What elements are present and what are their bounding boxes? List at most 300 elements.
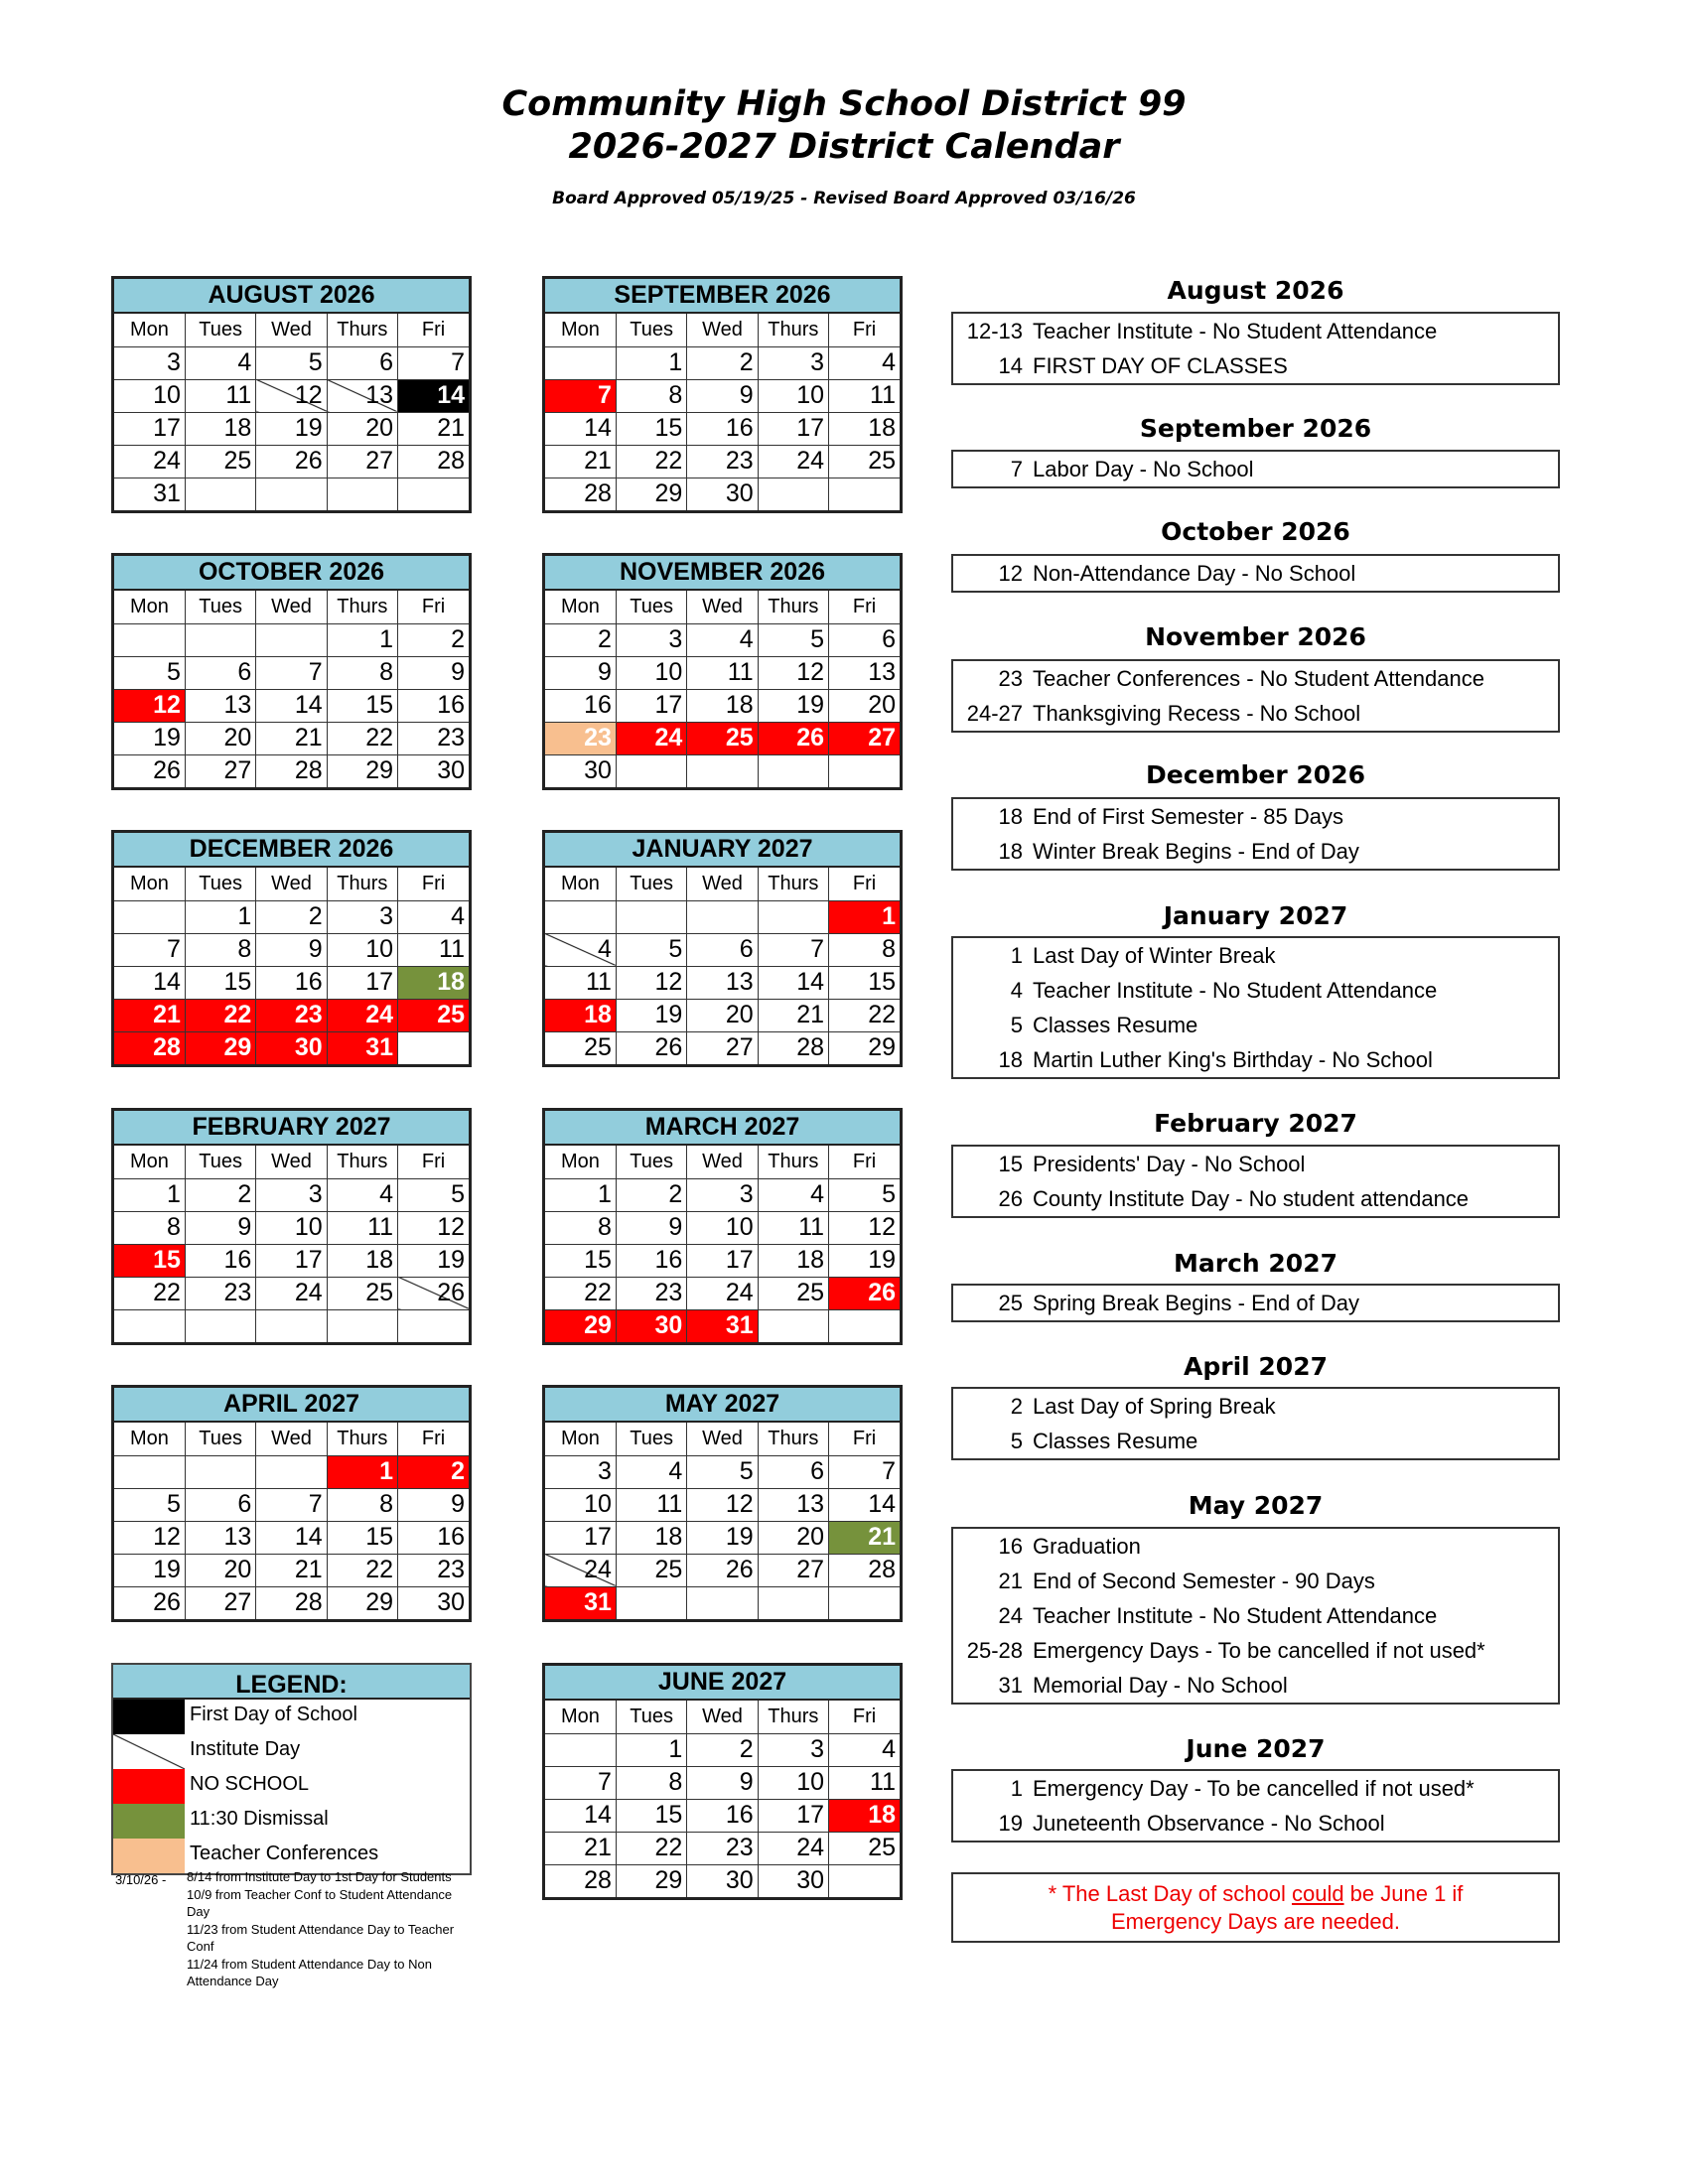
day-cell: 29 [545, 1309, 616, 1342]
day-cell: 14 [114, 966, 185, 999]
day-cell: 12 [829, 1211, 900, 1244]
event-date: 23 [998, 666, 1023, 691]
weekday-label: Mon [114, 1423, 185, 1455]
legend [111, 1663, 472, 1875]
day-cell: 15 [545, 1244, 616, 1277]
week-row [545, 1586, 900, 1619]
event-date: 4 [1010, 978, 1023, 1003]
week-row [114, 1244, 469, 1277]
day-cell: 30 [758, 1864, 828, 1897]
weekday-header-row [545, 1423, 900, 1455]
weekday-label: Thurs [327, 1423, 397, 1455]
day-cell [758, 1309, 828, 1342]
day-cell: 5 [114, 656, 185, 689]
day-cell: 26 [829, 1277, 900, 1309]
day-cell: 11 [758, 1211, 828, 1244]
legend-swatch [113, 1700, 185, 1734]
month-title: DECEMBER 2026 [114, 833, 469, 868]
events-list [951, 1387, 1560, 1460]
weekday-label: Thurs [758, 591, 828, 623]
day-cell [616, 754, 686, 787]
weekday-header-row [545, 1701, 900, 1733]
day-cell: 20 [758, 1521, 828, 1554]
week-row [114, 754, 469, 787]
day-cell: 8 [616, 379, 686, 412]
day-cell [687, 900, 758, 933]
events-list [951, 450, 1560, 488]
day-cell: 3 [327, 900, 397, 933]
day-cell: 6 [185, 1488, 255, 1521]
day-cell: 21 [256, 1554, 327, 1586]
legend-title: LEGEND: [113, 1665, 470, 1700]
weekday-label: Wed [687, 868, 758, 900]
week-row [114, 900, 469, 933]
event-description: Emergency Day - To be cancelled if not used* [1033, 1776, 1475, 1801]
day-cell: 19 [687, 1521, 758, 1554]
event-item [953, 1008, 1558, 1042]
weekday-header-row [545, 314, 900, 346]
day-cell: 26 [616, 1031, 686, 1064]
weekday-label: Tues [616, 591, 686, 623]
week-row [114, 1488, 469, 1521]
event-description: Last Day of Winter Break [1033, 943, 1276, 968]
weekday-header-row [114, 314, 469, 346]
event-description: Graduation [1033, 1534, 1141, 1559]
events-list [951, 1284, 1560, 1322]
day-cell: 25 [185, 445, 255, 478]
month-title: APRIL 2027 [114, 1388, 469, 1423]
day-cell: 8 [829, 933, 900, 966]
day-cell: 14 [545, 1799, 616, 1832]
day-cell [398, 1031, 469, 1064]
events-month-heading: April 2027 [1184, 1352, 1328, 1381]
event-item [953, 556, 1558, 591]
weekday-label: Fri [398, 591, 469, 623]
day-cell [256, 1309, 327, 1342]
week-row [114, 656, 469, 689]
event-description: Last Day of Spring Break [1033, 1394, 1276, 1419]
day-cell: 12 [616, 966, 686, 999]
week-row [114, 445, 469, 478]
day-cell: 31 [687, 1309, 758, 1342]
weekday-label: Thurs [327, 591, 397, 623]
day-cell: 24 [545, 1554, 616, 1586]
day-cell: 6 [829, 623, 900, 656]
month-calendar [542, 830, 903, 1067]
day-cell: 6 [185, 656, 255, 689]
day-cell: 22 [114, 1277, 185, 1309]
day-cell: 5 [758, 623, 828, 656]
event-date: 5 [1010, 1013, 1023, 1037]
weekday-label: Tues [185, 314, 255, 346]
day-cell: 19 [114, 722, 185, 754]
event-description: Teacher Institute - No Student Attendance [1033, 319, 1438, 343]
event-description: End of Second Semester - 90 Days [1033, 1569, 1375, 1593]
day-cell: 6 [687, 933, 758, 966]
day-cell: 13 [185, 1521, 255, 1554]
day-cell: 13 [327, 379, 397, 412]
day-cell: 7 [398, 346, 469, 379]
event-date: 26 [998, 1186, 1023, 1211]
day-cell: 10 [256, 1211, 327, 1244]
weekday-label: Fri [829, 1146, 900, 1178]
day-cell: 16 [256, 966, 327, 999]
month-calendar [111, 830, 472, 1067]
events-month-heading: December 2026 [1146, 760, 1365, 789]
day-cell: 16 [687, 412, 758, 445]
event-description: County Institute Day - No student attendance [1033, 1186, 1470, 1211]
day-cell: 10 [327, 933, 397, 966]
week-row [545, 1766, 900, 1799]
weekday-header-row [114, 591, 469, 623]
day-cell: 23 [545, 722, 616, 754]
day-cell: 7 [758, 933, 828, 966]
day-cell: 28 [829, 1554, 900, 1586]
day-cell: 17 [758, 412, 828, 445]
day-cell: 21 [545, 1832, 616, 1864]
events-list [951, 797, 1560, 871]
day-cell: 25 [616, 1554, 686, 1586]
day-cell: 24 [616, 722, 686, 754]
revision-note: 11/23 from Student Attendance Day to Teacher Conf [187, 1921, 455, 1954]
month-calendar [542, 276, 903, 513]
day-cell [545, 1733, 616, 1766]
event-date: 21 [998, 1569, 1023, 1593]
calendar-title: 2026-2027 District Calendar [568, 127, 1120, 167]
weekday-label: Wed [687, 314, 758, 346]
month-calendar [111, 553, 472, 790]
approval-subtitle: Board Approved 05/19/25 - Revised Board Approved 03/16/26 [552, 189, 1136, 208]
day-cell: 16 [545, 689, 616, 722]
day-cell: 4 [829, 346, 900, 379]
day-cell: 9 [185, 1211, 255, 1244]
day-cell: 25 [398, 999, 469, 1031]
weekday-label: Mon [545, 314, 616, 346]
day-cell: 22 [829, 999, 900, 1031]
weekday-label: Tues [616, 1423, 686, 1455]
day-cell: 5 [687, 1455, 758, 1488]
week-row [545, 722, 900, 754]
day-cell: 23 [398, 1554, 469, 1586]
weekday-label: Fri [829, 868, 900, 900]
weekday-label: Mon [114, 314, 185, 346]
day-cell: 18 [829, 412, 900, 445]
day-cell: 11 [185, 379, 255, 412]
week-row [545, 379, 900, 412]
weekday-label: Fri [398, 868, 469, 900]
day-cell [758, 1586, 828, 1619]
day-cell: 24 [114, 445, 185, 478]
day-cell [256, 623, 327, 656]
weekday-label: Tues [185, 1423, 255, 1455]
day-cell: 26 [256, 445, 327, 478]
day-cell: 11 [687, 656, 758, 689]
event-description: Teacher Conferences - No Student Attendance [1033, 666, 1484, 691]
legend-label: Institute Day [190, 1738, 301, 1760]
day-cell: 7 [545, 1766, 616, 1799]
day-cell [114, 1455, 185, 1488]
week-row [114, 933, 469, 966]
day-cell: 30 [545, 754, 616, 787]
day-cell: 12 [114, 1521, 185, 1554]
day-cell: 4 [185, 346, 255, 379]
day-cell: 3 [758, 346, 828, 379]
weekday-label: Fri [398, 314, 469, 346]
week-row [545, 1277, 900, 1309]
day-cell: 21 [114, 999, 185, 1031]
event-date: 31 [998, 1673, 1023, 1698]
weekday-header-row [545, 1146, 900, 1178]
day-cell: 13 [687, 966, 758, 999]
event-date: 18 [998, 1047, 1023, 1072]
day-cell: 25 [829, 1832, 900, 1864]
event-date: 18 [998, 804, 1023, 829]
day-cell: 9 [687, 379, 758, 412]
week-row [545, 346, 900, 379]
day-cell: 16 [398, 689, 469, 722]
week-row [114, 412, 469, 445]
day-cell: 26 [687, 1554, 758, 1586]
weekday-label: Thurs [327, 1146, 397, 1178]
day-cell: 28 [758, 1031, 828, 1064]
day-cell: 11 [545, 966, 616, 999]
day-cell: 22 [545, 1277, 616, 1309]
day-cell: 1 [185, 900, 255, 933]
day-cell: 24 [256, 1277, 327, 1309]
day-cell: 8 [545, 1211, 616, 1244]
day-cell: 11 [616, 1488, 686, 1521]
day-cell: 24 [327, 999, 397, 1031]
month-calendar [111, 276, 472, 513]
event-item [953, 799, 1558, 834]
day-cell: 9 [687, 1766, 758, 1799]
event-description: Winter Break Begins - End of Day [1033, 839, 1359, 864]
event-date: 25 [998, 1291, 1023, 1315]
day-cell: 15 [829, 966, 900, 999]
day-cell: 21 [398, 412, 469, 445]
day-cell: 11 [398, 933, 469, 966]
day-cell: 12 [114, 689, 185, 722]
month-calendar [542, 1663, 903, 1900]
day-cell: 27 [185, 1586, 255, 1619]
day-cell: 2 [185, 1178, 255, 1211]
weekday-label: Fri [829, 591, 900, 623]
weekday-label: Wed [687, 1146, 758, 1178]
day-cell: 23 [687, 445, 758, 478]
week-row [114, 1455, 469, 1488]
day-cell: 29 [829, 1031, 900, 1064]
week-row [545, 1178, 900, 1211]
day-cell: 29 [185, 1031, 255, 1064]
event-date: 14 [998, 353, 1023, 378]
week-row [545, 412, 900, 445]
day-cell: 1 [616, 346, 686, 379]
weekday-label: Tues [185, 868, 255, 900]
events-month-heading: October 2026 [1161, 517, 1350, 546]
day-cell: 29 [327, 1586, 397, 1619]
day-cell [256, 1455, 327, 1488]
day-cell: 8 [616, 1766, 686, 1799]
day-cell: 24 [687, 1277, 758, 1309]
day-cell: 5 [398, 1178, 469, 1211]
event-description: Juneteenth Observance - No School [1033, 1811, 1385, 1836]
day-cell: 14 [545, 412, 616, 445]
week-row [545, 1488, 900, 1521]
events-month-heading: February 2027 [1154, 1109, 1357, 1138]
weekday-label: Fri [398, 1423, 469, 1455]
day-cell: 28 [256, 1586, 327, 1619]
weekday-label: Mon [545, 591, 616, 623]
legend-swatch [113, 1839, 185, 1873]
day-cell: 20 [327, 412, 397, 445]
event-date: 15 [998, 1152, 1023, 1176]
day-cell: 4 [327, 1178, 397, 1211]
day-cell: 14 [256, 689, 327, 722]
day-cell: 17 [616, 689, 686, 722]
event-date: 1 [1010, 943, 1023, 968]
day-cell: 17 [545, 1521, 616, 1554]
weekday-label: Tues [185, 1146, 255, 1178]
weekday-label: Wed [256, 591, 327, 623]
last-day-note [951, 1872, 1560, 1943]
day-cell: 1 [616, 1733, 686, 1766]
event-item [953, 1529, 1558, 1564]
event-item [953, 696, 1558, 731]
day-cell: 4 [687, 623, 758, 656]
day-cell [758, 900, 828, 933]
revision-note: 8/14 from Institute Day to 1st Day for Students [187, 1869, 452, 1884]
month-calendar [111, 1108, 472, 1345]
day-cell: 27 [185, 754, 255, 787]
day-cell: 10 [758, 1766, 828, 1799]
day-cell: 8 [327, 656, 397, 689]
legend-swatch [113, 1734, 185, 1769]
day-cell: 15 [327, 689, 397, 722]
weekday-label: Mon [114, 868, 185, 900]
day-cell: 29 [327, 754, 397, 787]
event-item [953, 1042, 1558, 1077]
event-date: 18 [998, 839, 1023, 864]
event-description: Martin Luther King's Birthday - No School [1033, 1047, 1433, 1072]
week-row [114, 722, 469, 754]
month-title: OCTOBER 2026 [114, 556, 469, 591]
day-cell: 24 [758, 1832, 828, 1864]
week-row [114, 379, 469, 412]
legend-label: 11:30 Dismissal [190, 1808, 329, 1830]
weekday-label: Wed [256, 868, 327, 900]
legend-swatch [113, 1804, 185, 1839]
day-cell: 1 [829, 900, 900, 933]
events-list [951, 312, 1560, 385]
weekday-label: Thurs [327, 868, 397, 900]
day-cell: 14 [758, 966, 828, 999]
event-item [953, 661, 1558, 696]
legend-item [113, 1804, 470, 1839]
day-cell: 19 [114, 1554, 185, 1586]
day-cell [545, 900, 616, 933]
weekday-header-row [114, 868, 469, 900]
day-cell: 27 [687, 1031, 758, 1064]
week-row [114, 1277, 469, 1309]
week-row [545, 754, 900, 787]
day-cell: 18 [185, 412, 255, 445]
event-date: 25-28 [966, 1638, 1023, 1663]
event-description: Non-Attendance Day - No School [1033, 561, 1356, 586]
month-title: MAY 2027 [545, 1388, 900, 1423]
day-cell: 23 [398, 722, 469, 754]
week-row [114, 478, 469, 510]
day-cell: 17 [327, 966, 397, 999]
event-description: Spring Break Begins - End of Day [1033, 1291, 1359, 1315]
weekday-label: Tues [616, 314, 686, 346]
day-cell: 22 [185, 999, 255, 1031]
day-cell [398, 478, 469, 510]
day-cell: 15 [185, 966, 255, 999]
events-month-heading: November 2026 [1145, 622, 1366, 651]
weekday-label: Mon [545, 1701, 616, 1733]
day-cell: 27 [829, 722, 900, 754]
event-date: 12-13 [966, 319, 1023, 343]
week-row [545, 1244, 900, 1277]
day-cell: 25 [758, 1277, 828, 1309]
day-cell: 30 [398, 754, 469, 787]
legend-item [113, 1769, 470, 1804]
day-cell: 2 [616, 1178, 686, 1211]
day-cell: 22 [327, 722, 397, 754]
event-item [953, 452, 1558, 486]
day-cell [687, 754, 758, 787]
weekday-label: Thurs [327, 314, 397, 346]
day-cell: 21 [758, 999, 828, 1031]
day-cell: 18 [545, 999, 616, 1031]
day-cell: 18 [398, 966, 469, 999]
month-title: JANUARY 2027 [545, 833, 900, 868]
events-month-heading: June 2027 [1186, 1734, 1326, 1763]
month-calendar [111, 1385, 472, 1622]
month-calendar [542, 553, 903, 790]
weekday-label: Mon [545, 868, 616, 900]
day-cell: 22 [616, 1832, 686, 1864]
day-cell: 28 [545, 478, 616, 510]
day-cell: 2 [545, 623, 616, 656]
day-cell [829, 478, 900, 510]
revision-note: 10/9 from Teacher Conf to Student Attendance Day [187, 1886, 453, 1919]
day-cell: 16 [185, 1244, 255, 1277]
weekday-label: Fri [829, 1701, 900, 1733]
weekday-label: Wed [687, 1423, 758, 1455]
day-cell [829, 1864, 900, 1897]
month-title: AUGUST 2026 [114, 279, 469, 314]
week-row [114, 1309, 469, 1342]
day-cell: 9 [616, 1211, 686, 1244]
district-title: Community High School District 99 [501, 84, 1187, 124]
day-cell: 30 [616, 1309, 686, 1342]
day-cell: 25 [545, 1031, 616, 1064]
day-cell: 3 [758, 1733, 828, 1766]
day-cell: 26 [758, 722, 828, 754]
week-row [114, 1031, 469, 1064]
week-row [114, 1586, 469, 1619]
day-cell: 19 [398, 1244, 469, 1277]
week-row [545, 478, 900, 510]
weekday-header-row [545, 868, 900, 900]
day-cell: 23 [185, 1277, 255, 1309]
events-month-heading: January 2027 [1163, 901, 1348, 930]
week-row [545, 445, 900, 478]
note-text: * The Last Day of school [1048, 1881, 1292, 1906]
day-cell: 2 [687, 346, 758, 379]
day-cell: 23 [616, 1277, 686, 1309]
